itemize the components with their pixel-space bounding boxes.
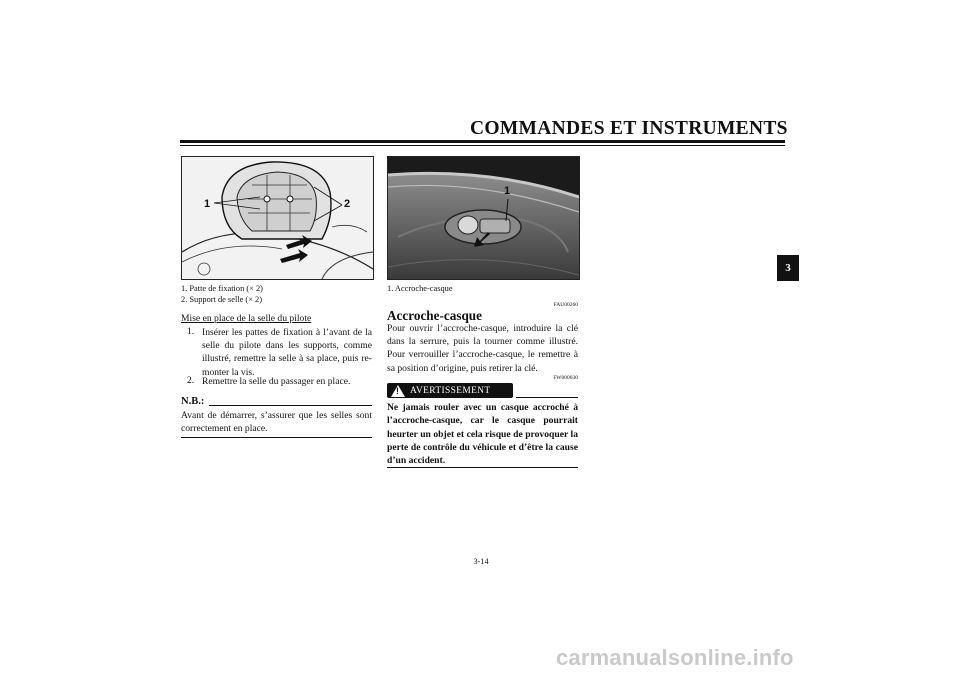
warning-text: Ne jamais rouler avec un casque accroché à l’accroche-casque, car le casque pourrait heurter un objet et cela risque de provoquer la perte de contrôle du véhicule et d’être la cause d’un accident. xyxy=(387,402,578,467)
note-rule-bottom xyxy=(181,437,372,438)
helmet-holder-instructions: Pour ouvrir l’accroche-casque, introduire la clé dans la serrure, puis la tourner comme illustré. Pour verrouiller l’accroche-casque, le remettre à sa position d’origine, puis retirer la clé. xyxy=(387,323,578,374)
callout-1-right: 1 xyxy=(504,185,511,197)
helmet-holder-photo xyxy=(387,156,580,280)
seat-mounting-illustration xyxy=(181,156,374,280)
watermark-text: carmanualsonline.info xyxy=(556,645,794,670)
caption-seat-support: 2. Support de selle (× 2) xyxy=(181,295,263,304)
callout-1: 1 xyxy=(204,198,211,210)
header-rule-thin xyxy=(180,145,785,146)
seat-mounting-drawing xyxy=(182,157,373,279)
step-1-text: Insérer les pattes de fixation à l’avant de la selle du pilote dans les supports, comme illustré, remettre la selle à sa place, puis re- monter la vis. xyxy=(202,327,372,378)
note-rule-top xyxy=(209,405,372,406)
warning-rule-bottom xyxy=(387,467,578,468)
section-code: FAU00260 xyxy=(553,302,578,308)
helmet-holder-drawing xyxy=(388,157,579,279)
note-text: Avant de démarrer, s’assurer que les selles sont correctement en place. xyxy=(181,410,372,435)
warning-label: AVERTISSEMENT xyxy=(410,385,491,396)
step-2-number: 2. xyxy=(187,375,195,386)
warning-badge xyxy=(387,383,513,398)
chapter-tab: 3 xyxy=(777,255,799,281)
warning-rule-top xyxy=(516,397,578,398)
note-label: N.B.: xyxy=(181,396,205,407)
header-rule-thick xyxy=(180,140,785,143)
section-title: Accroche-casque xyxy=(387,308,482,323)
step-1-number: 1. xyxy=(187,326,195,337)
rider-seat-subheading: Mise en place de la selle du pilote xyxy=(181,313,312,324)
warning-triangle-icon: ! xyxy=(391,385,405,397)
page-number: 3-14 xyxy=(473,557,489,566)
callout-2: 2 xyxy=(344,198,351,210)
step-2-text: Remettre la selle du passager en place. xyxy=(202,376,351,387)
caption-fixing-tab: 1. Patte de fixation (× 2) xyxy=(181,284,263,293)
warning-code: FW000030 xyxy=(553,375,578,381)
caption-helmet-holder: 1. Accroche-casque xyxy=(387,284,453,293)
page-header-title: COMMANDES ET INSTRUMENTS xyxy=(470,118,788,139)
